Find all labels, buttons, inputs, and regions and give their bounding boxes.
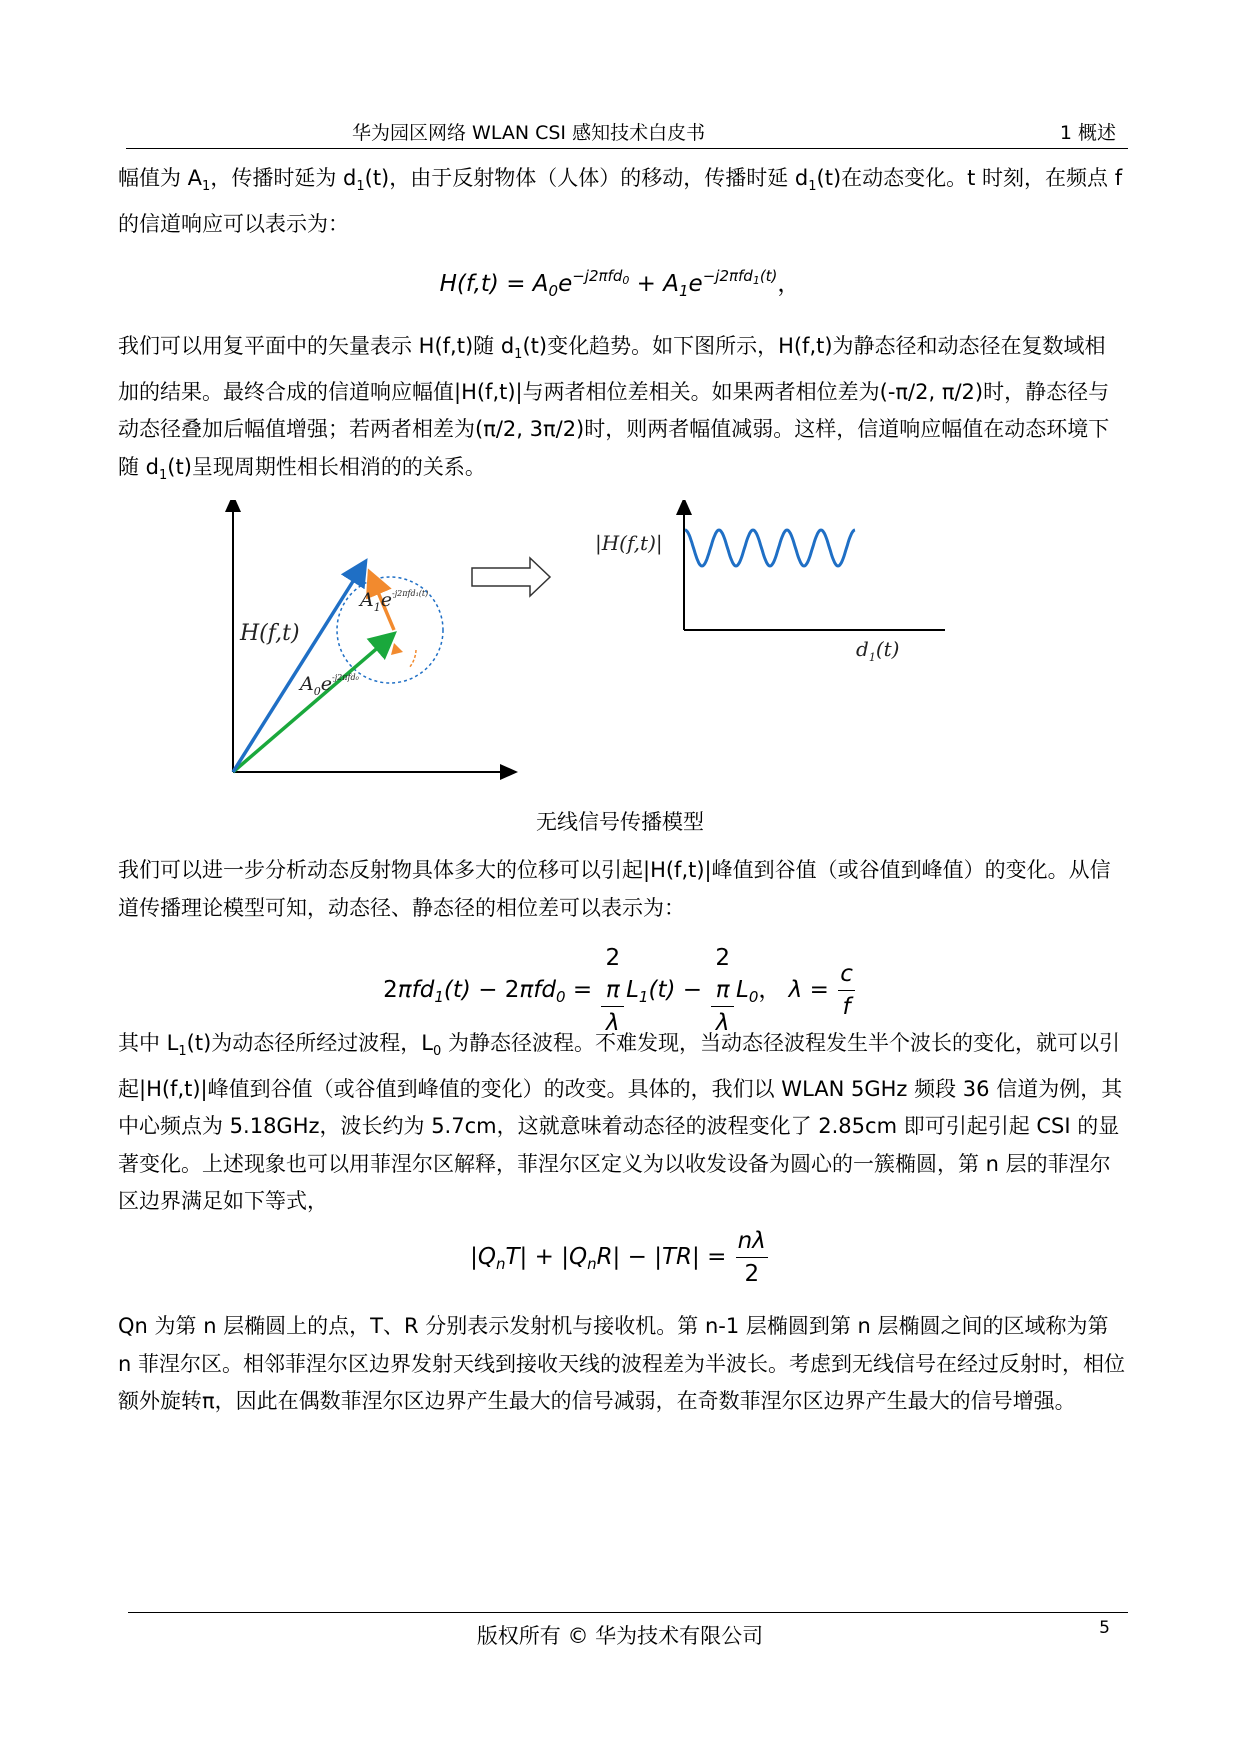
label-d1t: $d_1(t)$: [856, 637, 900, 664]
subscript: 1: [159, 467, 168, 483]
subscript: 1: [514, 347, 523, 363]
equation-fresnel-boundary: $|Q_nT| + |Q_nR| - |TR|$ = $\frac{n\lambda}{2}$: [0, 1225, 1240, 1290]
equation-phase-difference: 2πfd$_1$(t) − 2πfd$_0$ = 2 π λ $L_1(t)$ − 2 π λ $L_0$， λ = $\frac{c}{f}$: [0, 942, 1240, 1039]
paragraph-5: Qn 为第 n 层椭圆上的点，T、R 分别表示发射机与接收机。第 n-1 层椭圆到第 n 层椭圆之间的区域称为第 n 菲涅尔区。相邻菲涅尔区边界发射天线到接收天线的波程差为半波长。考虑到无线信号在经过反射时，相位额外旋转π，因此在偶数菲涅尔区边界产生最大的信号减弱，在奇数菲涅尔区边界产生最大的信号增强。: [118, 1314, 1125, 1413]
subscript: 1: [356, 179, 365, 195]
figure-caption: 无线信号传播模型: [536, 810, 704, 834]
static-path-vector: [233, 638, 389, 772]
footer-copyright: 版权所有 © 华为技术有限公司: [476, 1624, 764, 1648]
label-abs-h: |H(f,t)|: [595, 531, 663, 555]
header-chapter: 1 概述: [1059, 122, 1116, 144]
paragraph-2: [118, 328, 1126, 494]
text-run: 其中 L: [118, 1031, 179, 1055]
text-run: (t)变化趋势。如下图所示，H(f,t)为静态径和动态径在复数域相加的结果。最终合成的信道响应幅值|H(f,t)|与两者相位差相关。如果两者相位差为(-π/2, π/2)时，静态径与动态径叠加后幅值增强；若两者相差为(π/2, 3π/2)时，则两者幅值减弱。这样，信道响应幅值在动态环境下随 d: [118, 334, 1110, 479]
label-a1: $A_1e^{-j2\pi fd_1(t)}$: [360, 589, 429, 614]
equation-channel-response: $H(f,t) = A_0e^{-j2\pi fd_0} + A_1e^{-j2\pi fd_1(t)}$，: [439, 267, 801, 300]
subscript: 0: [432, 1044, 442, 1060]
label-a0: $A_0e^{-j2\pi fd_0}$: [300, 673, 359, 698]
rotation-arrowhead: [391, 643, 403, 655]
transform-arrow: [472, 558, 550, 596]
subscript: 1: [202, 179, 211, 195]
amplitude-wave: [685, 530, 855, 566]
header-title: 华为园区网络 WLAN CSI 感知技术白皮书: [352, 122, 706, 144]
page-number: 5: [1099, 1618, 1110, 1638]
footer-rule: [128, 1612, 1128, 1613]
text-run: ，传播时延为 d: [210, 166, 357, 190]
text-run: 我们可以用复平面中的矢量表示 H(f,t)随 d: [118, 334, 515, 358]
subscript: 1: [808, 179, 817, 195]
paragraph-3: 我们可以进一步分析动态反射物具体多大的位移可以引起|H(f,t)|峰值到谷值（或谷值到峰值）的变化。从信道传播理论模型可知，动态径、静态径的相位差可以表示为：: [118, 858, 1111, 920]
text-run: (t)为动态径所经过波程，L: [186, 1031, 433, 1055]
subscript: 1: [178, 1044, 187, 1060]
page-header: [126, 112, 1128, 149]
text-run: 为静态径波程。不难发现，当动态径波程发生半个波长的变化，就可以引起|H(f,t)|峰值到谷值（或谷值到峰值的变化）的改变。具体的，我们以 WLAN 5GHz 频段 36 信道为例，其中心频点为 5.18GHz，波长约为 5.7cm，这就意味着动态径的波程变化了 2.85cm 即可引起引起 CSI 的显著变化。上述现象也可以用菲涅尔区解释，菲涅尔区定义为以收发设备为圆心的一簇椭圆，第 n 层的菲涅尔区边界满足如下等式，: [118, 1031, 1123, 1214]
rotation-arc: [409, 650, 416, 668]
text-run: (t)，由于反射物体（人体）的移动，传播时延 d: [364, 166, 809, 190]
paragraph-4: [118, 1025, 1126, 1221]
label-h-ft: H(f,t): [240, 621, 300, 646]
text-run: (t)呈现周期性相长相消的的关系。: [167, 454, 486, 479]
total-response-vector: [233, 567, 362, 772]
text-run: (t)在动态变化。t 时刻，在频点 f 的信道响应可以表示为：: [118, 166, 1123, 236]
text-run: 幅值为 A: [118, 166, 203, 190]
paragraph-1: [118, 160, 1126, 243]
propagation-model-figure: [200, 500, 1000, 810]
